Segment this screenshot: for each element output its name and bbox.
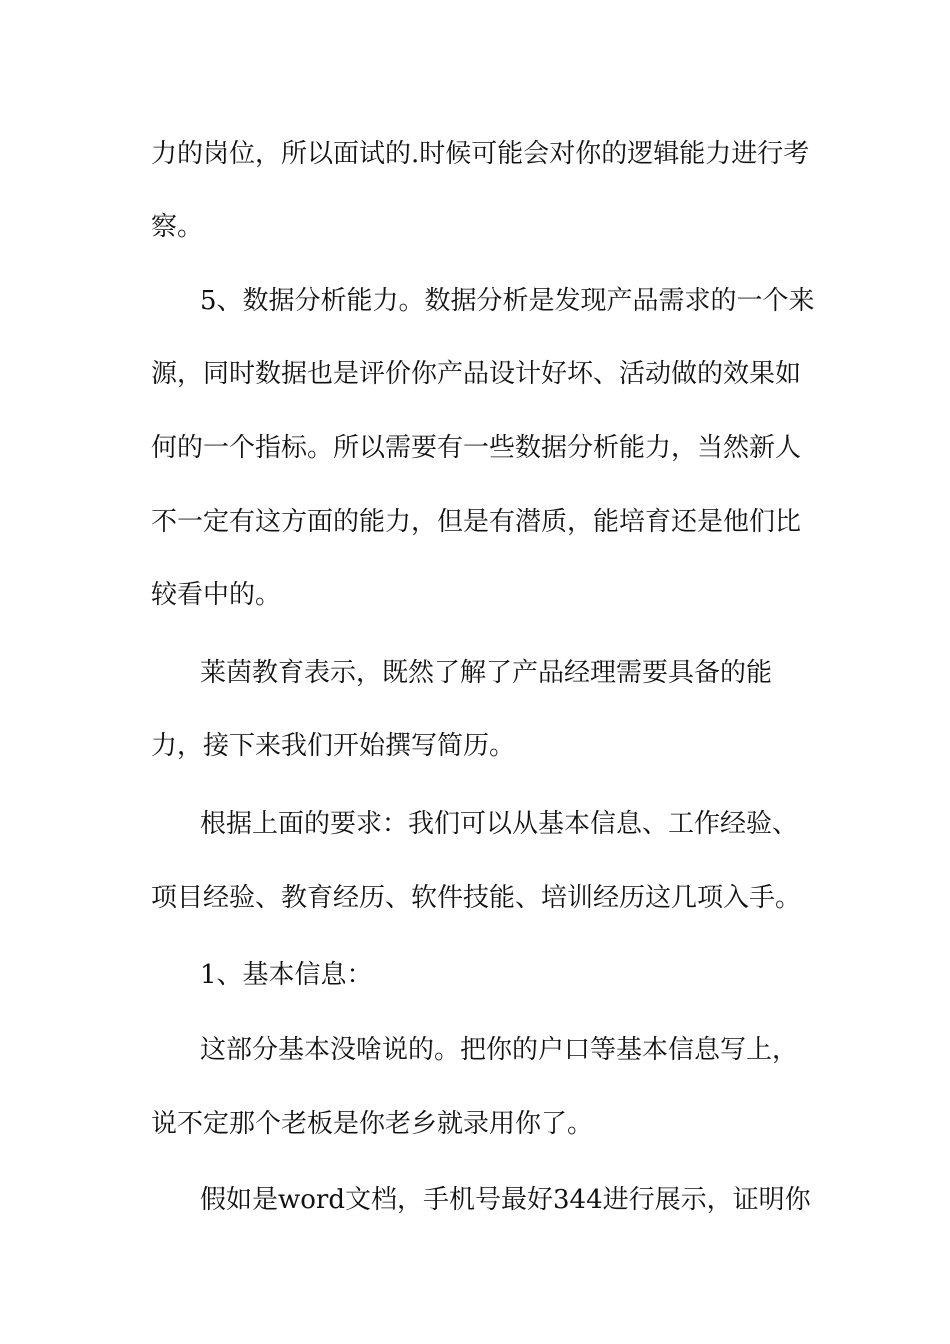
text-line: 何的一个指标。所以需要有一些数据分析能力，当然新人 [151,433,802,463]
paragraph-start-line: 假如是word文档，手机号最好344进行展示，证明你 [200,1185,811,1215]
text-line: 较看中的。 [151,580,282,610]
text-line: 察。 [151,212,204,242]
text-line: 说不定那个老板是你老乡就录用你了。 [151,1109,594,1139]
text-line: 源，同时数据也是评价你产品设计好坏、活动做的效果如 [151,359,802,389]
text-line: 不一定有这方面的能力，但是有潜质，能培育还是他们比 [151,507,802,537]
paragraph-start-line: 这部分基本没啥说的。把你的户口等基本信息写上， [200,1035,799,1065]
paragraph-start-line: 根据上面的要求：我们可以从基本信息、工作经验、 [200,809,799,839]
text-line: 力的岗位，所以面试的.时候可能会对你的逻辑能力进行考 [151,139,810,169]
paragraph-start-line: 5、数据分析能力。数据分析是发现产品需求的一个来 [200,286,815,316]
paragraph-start-line: 莱茵教育表示，既然了解了产品经理需要具备的能 [200,658,773,688]
text-line: 项目经验、教育经历、软件技能、培训经历这几项入手。 [151,883,802,913]
text-line: 力，接下来我们开始撰写简历。 [151,731,516,761]
list-item-heading: 1、基本信息： [200,960,373,990]
